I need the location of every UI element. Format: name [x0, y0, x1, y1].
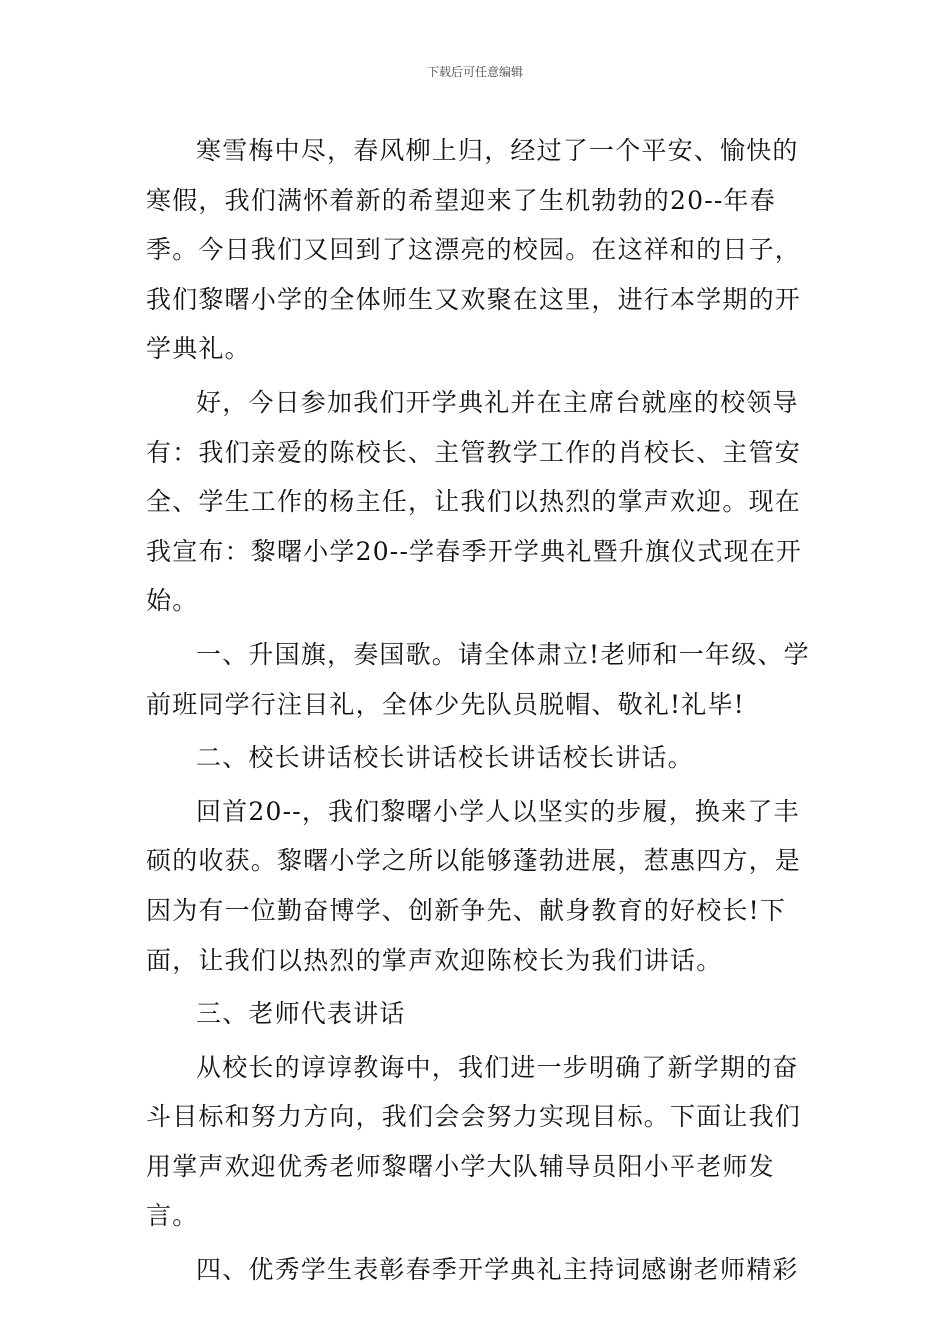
paragraph-teacher-speech-heading: 三、老师代表讲话: [196, 999, 406, 1029]
paragraph-leaders: 好，今日参加我们开学典礼并在主席台就座的校领导有：我们亲爱的陈校长、主管教学工作的肖校长、主管安全、学生工作的杨主任，让我们以热烈的掌声欢迎。现在我宣布：黎曙小学20--学春季开学典礼暨升旗仪式现在开始。: [146, 387, 803, 616]
paragraph-teacher-intro: 从校长的谆谆教诲中，我们进一步明确了新学期的奋斗目标和努力方向，我们会会努力实现目标。下面让我们用掌声欢迎优秀老师黎曙小学大队辅导员阳小平老师发言。: [146, 1052, 802, 1231]
header-note: 下载后可任意编辑: [426, 65, 523, 79]
paragraph-student-awards: 四、优秀学生表彰春季开学典礼主持词感谢老师精彩: [196, 1255, 799, 1285]
paragraph-principal-speech-heading: 二、校长讲话校长讲话校长讲话校长讲话。: [196, 743, 694, 773]
document-body: [146, 126, 810, 1299]
paragraph-flag-raising: 一、升国旗，奏国歌。请全体肃立!老师和一年级、学前班同学行注目礼，全体少先队员脱帽、敬礼!礼毕!: [146, 639, 810, 719]
paragraph-principal-intro: 回首20--，我们黎曙小学人以坚实的步履，换来了丰硕的收获。黎曙小学之所以能够蓬勃进展，惹惠四方，是因为有一位勤奋博学、创新争先、献身教育的好校长!下面，让我们以热烈的掌声欢迎陈校长为我们讲话。: [146, 796, 802, 975]
paragraph-opening: 寒雪梅中尽，春风柳上归，经过了一个平安、愉快的寒假，我们满怀着新的希望迎来了生机勃勃的20--年春季。今日我们又回到了这漂亮的校园。在这祥和的日子，我们黎曙小学的全体师生又欢聚在这里，进行本学期的开学典礼。: [146, 136, 802, 364]
